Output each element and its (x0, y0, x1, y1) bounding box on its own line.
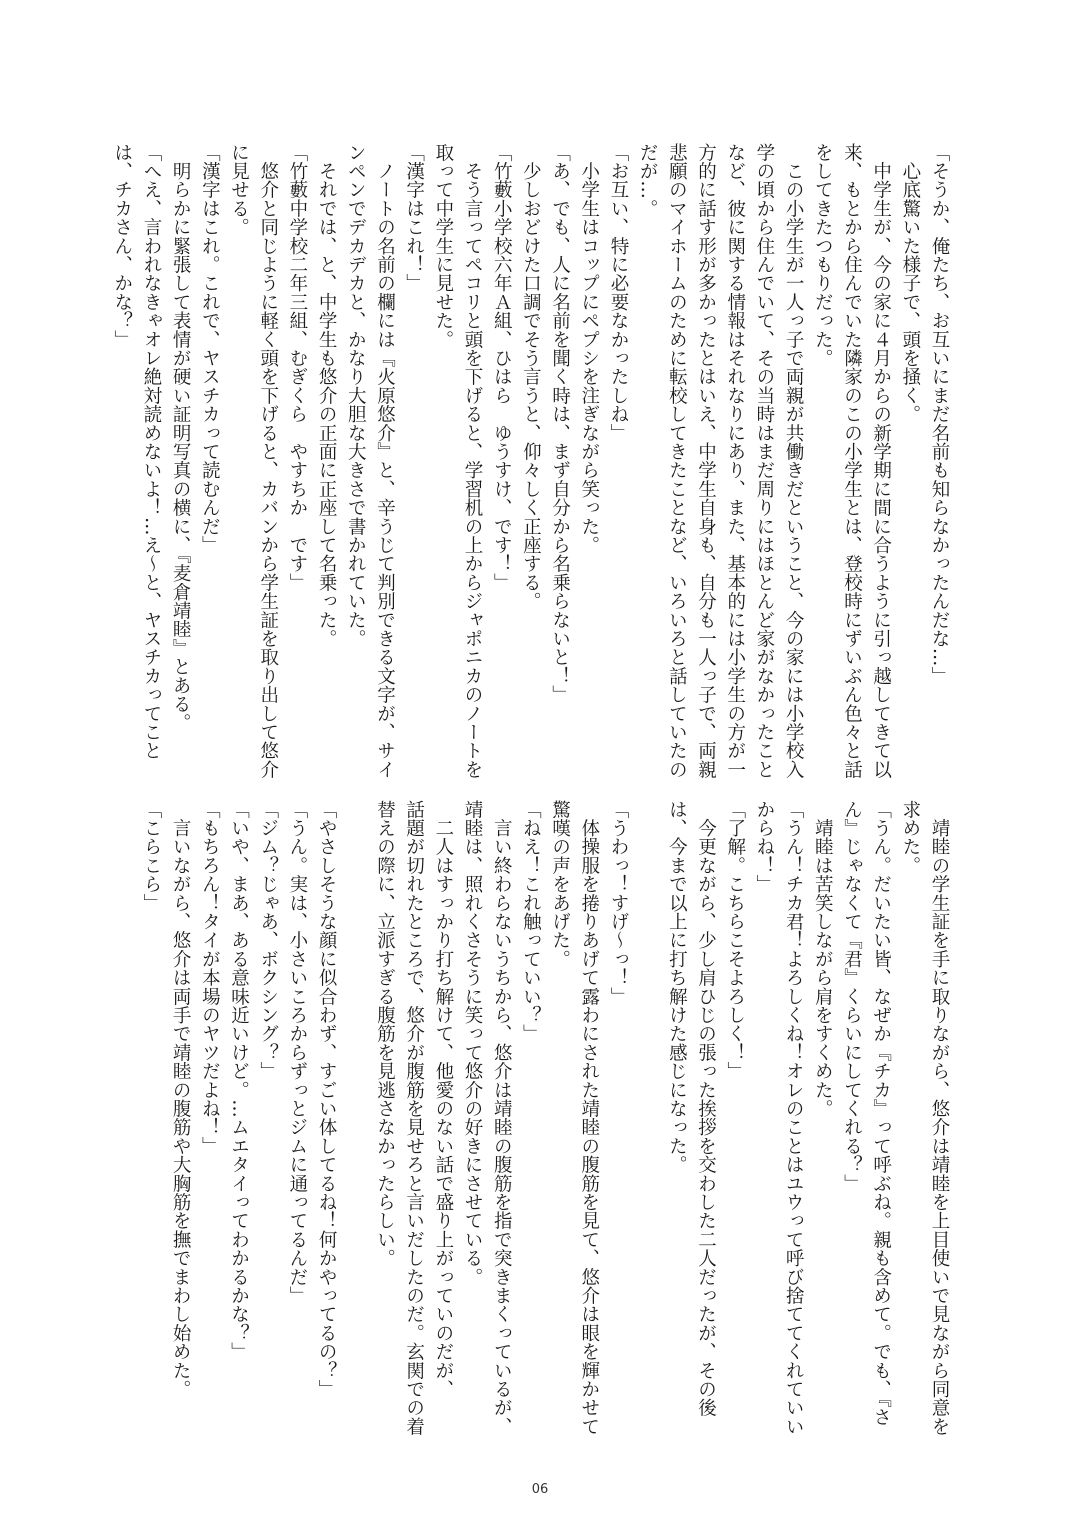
text-line: 心底驚いた様子で、頭を掻く。 (899, 143, 921, 424)
bottom-text-section (137, 800, 954, 1440)
text-line: は、チカさん、かな？」 (111, 143, 133, 349)
text-line: 「こらこら」 (140, 800, 162, 913)
text-line: 来、もとから住んでいた隣家のこの小学生とは、登校時にずいぶん色々と話 (841, 143, 863, 779)
text-line: をしてきたつもりだった。 (812, 143, 834, 368)
text-line: 「いや、まあ、ある意味近いけど。…ムエタイってわかるかな？」 (228, 800, 250, 1361)
text-line: この小学生が一人っ子で両親が共働きだということ、今の家には小学校入 (783, 143, 805, 779)
text-line: 小学生はコップにペプシを注ぎながら笑った。 (578, 143, 600, 555)
text-line: 取って中学生に見せた。 (432, 143, 454, 349)
text-line: 「そうか、俺たち、お互いにまだ名前も知らなかったんだな…」 (929, 143, 950, 686)
text-line: 明らかに緊張して表情が硬い証明写真の横に、『麦倉靖睦』とある。 (170, 143, 192, 733)
text-line: 体操服を捲りあげて露わにされた靖睦の腹筋を見て、悠介は眼を輝かせて (578, 800, 600, 1436)
text-line: 悲願のマイホームのために転校してきたことなど、いろいろと話していたの (666, 143, 688, 779)
text-line: それでは、と、中学生も悠介の正面に正座して名乗った。 (316, 143, 338, 648)
blank-line (341, 800, 370, 1440)
text-line: 「漢字はこれ。これで、ヤスチカって読むんだ」 (199, 143, 221, 555)
text-line: 「漢字はこれ！」 (403, 143, 425, 293)
top-text-section (108, 143, 954, 783)
text-line: 「竹藪小学校六年Ａ組、ひはら ゆうすけ、です！」 (491, 143, 513, 592)
blank-line (633, 800, 662, 1440)
text-line: 「ねえ！これ触っていい？」 (520, 800, 542, 1044)
text-line: 中学生が、今の家に４月からの新学期に間に合うように引っ越してきて以 (870, 143, 892, 779)
text-line: 二人はすっかり打ち解けて、他愛のない話で盛り上がっていのだが、 (432, 800, 454, 1399)
text-line: 方的に話す形が多かったとはいえ、中学生自身も、自分も一人っ子で、両親 (695, 143, 717, 779)
text-line: 「了解。こちらこそよろしく！」 (724, 800, 746, 1081)
text-line: だが…。 (637, 143, 659, 218)
text-line: そう言ってペコリと頭を下げると、学習机の上からジャポニカのノートを (462, 143, 483, 779)
text-line: 驚嘆の声をあげた。 (549, 800, 571, 969)
page-number: 06 (531, 1482, 549, 1497)
text-line: 「うん！チカ君！よろしくね！オレのことはユウって呼び捨ててくれていい (783, 800, 805, 1436)
text-line: 「へえ、言われなきゃオレ絶対読めないよ！…え～と、ヤスチカってこと (140, 143, 162, 761)
text-line: 「うわっ！すげ～っ！」 (607, 800, 629, 1006)
text-line: 「ジム？じゃあ、ボクシング？」 (257, 800, 279, 1081)
text-line: 「あ、でも、人に名前を聞く時は、まず自分から名乗らないと！」 (549, 143, 571, 704)
text-line: ノートの名前の欄には『火原悠介』と、辛うじて判別できる文字が、サイ (374, 143, 396, 779)
text-line: 「もちろん！タイが本場のヤツだよね！」 (199, 800, 221, 1156)
text-line: 少しおどけた口調でそう言うと、仰々しく正座する。 (520, 143, 542, 611)
text-line: に見せる。 (228, 143, 250, 237)
text-line: 言いながら、悠介は両手で靖睦の腹筋や大胸筋を撫でまわし始めた。 (170, 800, 192, 1399)
text-line: 「やさしそうな顔に似合わず、すごい体してるね！何かやってるの？」 (316, 800, 338, 1399)
text-line: 学の頃から住んでいて、その当時はまだ周りにはほとんど家がなかったこと (753, 143, 775, 779)
text-line: ん』じゃなくて『君』くらいにしてくれる？」 (841, 800, 863, 1193)
text-line: 「うん。実は、小さいころからずっとジムに通ってるんだ」 (286, 800, 308, 1305)
text-line: 言い終わらないうちから、悠介は靖睦の腹筋を指で突きまくっているが、 (491, 800, 513, 1436)
text-line: 話題が切れたところで、悠介が腹筋を見せろと言いだしたのだ。玄関での着 (403, 800, 425, 1436)
text-line: 今更ながら、少し肩ひじの張った挨拶を交わした二人だったが、その後 (695, 800, 717, 1418)
text-line: 靖睦は、照れくさそうに笑って悠介の好きにさせている。 (462, 800, 483, 1287)
text-line: 替えの際に、立派すぎる腹筋を見逃さなかったらしい。 (374, 800, 396, 1268)
text-line: 「竹藪中学校二年三組、むぎくら やすちか です」 (286, 143, 308, 592)
text-line: 悠介と同じように軽く頭を下げると、カバンから学生証を取り出して悠介 (257, 143, 279, 779)
text-line: など、彼に関する情報はそれなりにあり、また、基本的には小学生の方が一 (724, 143, 746, 779)
text-line: からね！」 (753, 800, 775, 894)
text-line: 靖睦は苦笑しながら肩をすくめた。 (812, 800, 834, 1118)
text-line: 「うん。だいたい皆、なぜか『チカ』って呼ぶね。親も含めて。でも、『さ (870, 800, 892, 1427)
text-line: は、今まで以上に打ち解けた感じになった。 (666, 800, 688, 1174)
text-line: 靖睦の学生証を手に取りながら、悠介は靖睦を上目使いで見ながら同意を (929, 800, 950, 1436)
text-line: 「お互い、特に必要なかったしね」 (607, 143, 629, 443)
text-line: ンペンでデカデカと、かなり大胆な大きさで書かれていた。 (345, 143, 367, 648)
text-line: 求めた。 (899, 800, 921, 875)
